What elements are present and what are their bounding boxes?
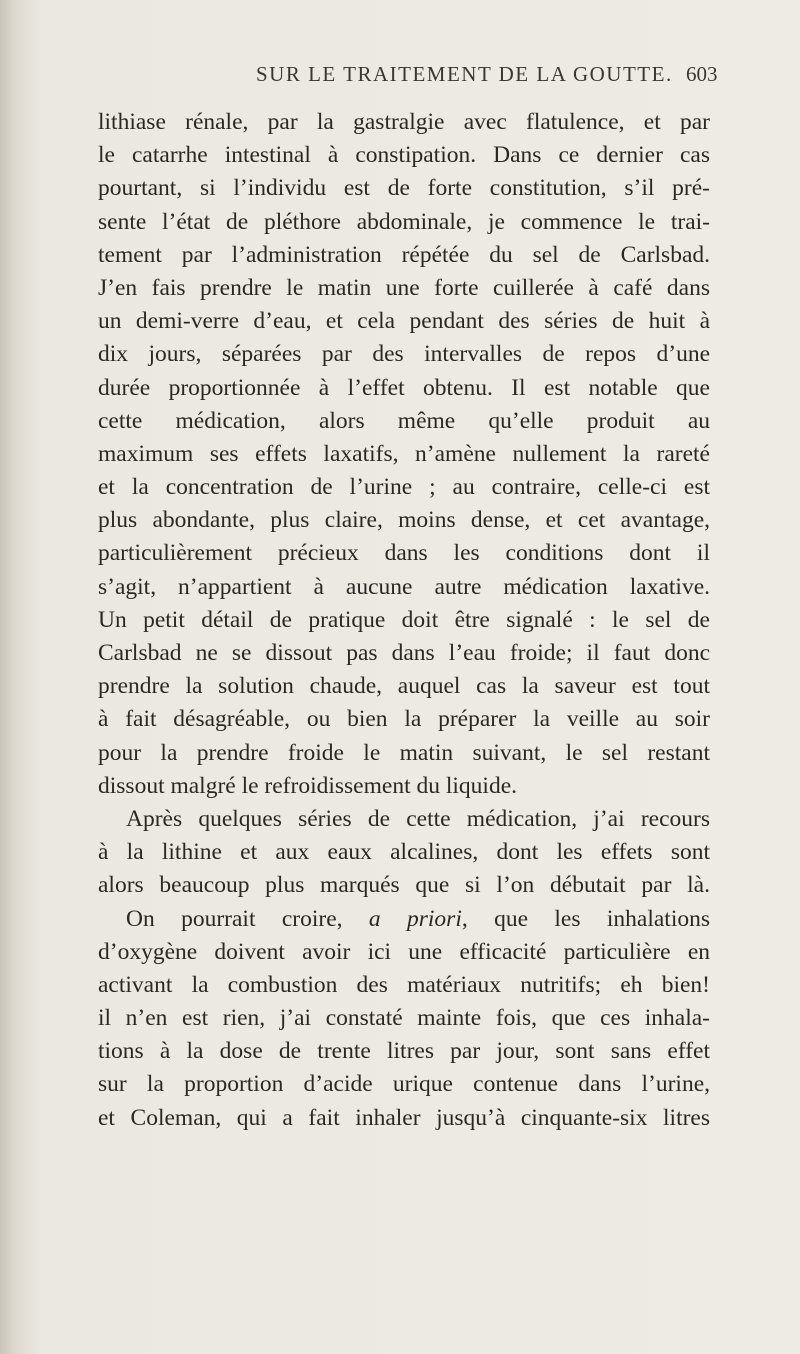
text-line: plus abondante, plus claire, moins dense, et cet avantage, — [98, 507, 710, 534]
text-line: prendre la solution chaude, auquel cas la saveur est tout — [98, 673, 710, 700]
text-line: Carlsbad ne se dissout pas dans l’eau froide; il faut donc — [98, 640, 710, 666]
text-line: s’agit, n’appartient à aucune autre médication laxative. — [98, 573, 710, 600]
text-line: alors beaucoup plus marqués que si l’on débutait par là. — [98, 872, 710, 899]
text-line: tions à la dose de trente litres par jour, sont sans effet — [98, 1038, 710, 1065]
text-line: activant la combustion des matériaux nutritifs; eh bien! — [98, 971, 710, 998]
running-head — [0, 62, 800, 92]
text-line: Un petit détail de pratique doit être signalé : le sel de — [98, 606, 710, 633]
text-line: particulièrement précieux dans les conditions dont il — [98, 540, 710, 567]
text-line: à fait désagréable, ou bien la préparer la veille au soir — [98, 706, 710, 733]
text-segment: , que les inhalations — [461, 905, 710, 932]
page-number: 603 — [686, 62, 718, 86]
text-line: durée proportionnée à l’effet obtenu. Il est notable que — [98, 374, 710, 401]
text-line: et Coleman, qui a fait inhaler jusqu’à cinquante-six litres — [98, 1104, 710, 1131]
text-line: dissout malgré le refroidissement du liquide. — [98, 772, 517, 799]
text-line: le catarrhe intestinal à constipation. Dans ce dernier cas — [98, 142, 710, 169]
text-line: tement par l’administration répétée du sel de Carlsbad. — [98, 241, 710, 268]
text-segment: On pourrait croire, — [126, 905, 369, 932]
text-line: à la lithine et aux eaux alcalines, dont les effets sont — [98, 839, 710, 866]
text-line: un demi-verre d’eau, et cela pendant des séries de huit à — [98, 308, 710, 335]
text-line: pourtant, si l’individu est de forte constitution, s’il pré- — [98, 175, 710, 202]
text-line: cette médication, alors même qu’elle produit au — [98, 407, 710, 434]
text-line: d’oxygène doivent avoir ici une efficacité particulière en — [98, 938, 710, 965]
text-line: sur la proportion d’acide urique contenue dans l’urine, — [98, 1071, 710, 1098]
text-line: dix jours, séparées par des intervalles de repos d’une — [98, 341, 710, 368]
paragraph-first-line — [98, 903, 710, 936]
text-line: lithiase rénale, par la gastralgie avec flatulence, et par — [98, 109, 710, 135]
text-line: pour la prendre froide le matin suivant, le sel restant — [98, 739, 710, 766]
text-line: il n’en est rien, j’ai constaté mainte fois, que ces inhala- — [98, 1005, 710, 1032]
italic-phrase: a priori — [368, 905, 462, 932]
paragraph-first-line: Après quelques séries de cette médication, j’ai recours — [126, 805, 710, 832]
body-text — [98, 106, 710, 1135]
text-line: sente l’état de pléthore abdominale, je commence le trai- — [98, 208, 710, 235]
running-title: SUR LE TRAITEMENT DE LA GOUTTE. — [256, 62, 673, 86]
text-line: J’en fais prendre le matin une forte cuillerée à café dans — [98, 274, 710, 301]
text-line: maximum ses effets laxatifs, n’amène nullement la rareté — [98, 440, 710, 467]
text-line: et la concentration de l’urine ; au contraire, celle-ci est — [98, 474, 710, 501]
